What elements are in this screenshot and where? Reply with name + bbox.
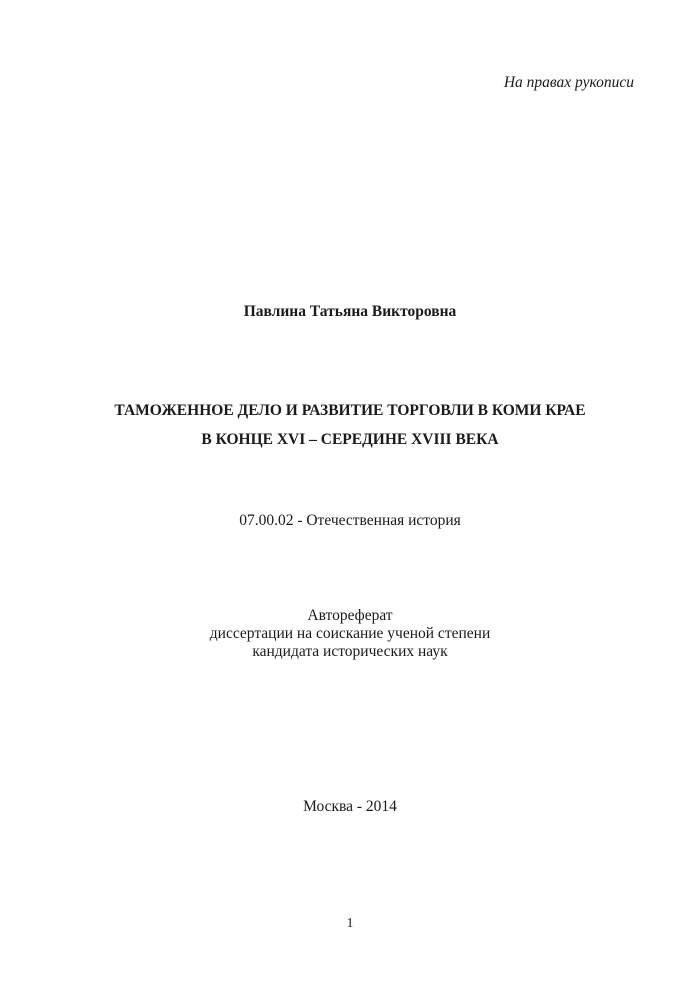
title-line-1: ТАМОЖЕННОЕ ДЕЛО И РАЗВИТИЕ ТОРГОВЛИ В КОМИ КРАЕ: [114, 402, 586, 419]
document-type: [0, 607, 700, 661]
place-and-year: Москва - 2014: [303, 798, 397, 815]
document-type-line-1: Автореферат: [307, 607, 393, 624]
dissertation-title: [0, 396, 700, 454]
document-type-line-2: диссертации на соискание ученой степени: [209, 625, 491, 642]
specialty-code: 07.00.02 - Отечественная история: [239, 512, 461, 529]
page-number: 1: [346, 915, 354, 930]
title-line-2: В КОНЦЕ XVI – СЕРЕДИНЕ XVIII ВЕКА: [201, 431, 499, 448]
manuscript-note: На правах рукописи: [503, 74, 634, 91]
document-type-line-3: кандидата исторических наук: [252, 643, 448, 660]
author-name: Павлина Татьяна Викторовна: [243, 303, 457, 320]
